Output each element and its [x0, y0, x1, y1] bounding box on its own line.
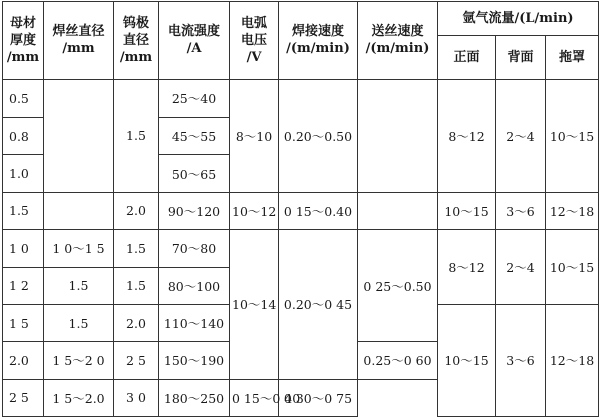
cell-wire-diameter: 1 5～2.0 — [44, 379, 114, 416]
cell-argon-back: 3～6 — [496, 304, 546, 416]
cell-thickness: 0.5 — [3, 79, 44, 117]
cell-electrode-diameter: 3 0 — [114, 379, 159, 416]
cell-argon-back: 2～4 — [496, 79, 546, 192]
cell-argon-back: 2～4 — [496, 230, 546, 305]
cell-wire-feed-empty — [358, 192, 438, 229]
cell-argon-front: 10～15 — [438, 304, 496, 416]
cell-electrode-diameter: 1.5 — [114, 267, 159, 304]
cell-argon-trailing: 10～15 — [546, 230, 599, 305]
cell-thickness: 1 2 — [3, 267, 44, 304]
welding-parameter-table — [2, 1, 599, 417]
cell-electrode-diameter: 2 5 — [114, 342, 159, 379]
cell-argon-trailing: 12～18 — [546, 304, 599, 416]
cell-welding-speed: 0 15～0 40 — [230, 379, 279, 416]
header-wire-feed-speed: 送丝速度 /(m/min) — [358, 2, 438, 80]
cell-wire-diameter: 1 0～1 5 — [44, 230, 114, 267]
header-electrode-diameter: 钨极 直径 /mm — [114, 2, 159, 80]
cell-current: 70～80 — [159, 230, 230, 267]
cell-argon-front: 8～12 — [438, 230, 496, 305]
cell-current: 45～55 — [159, 118, 230, 155]
cell-thickness: 1.0 — [3, 155, 44, 192]
cell-argon-front: 10～15 — [438, 192, 496, 229]
cell-thickness: 1 0 — [3, 230, 44, 267]
cell-current: 50～65 — [159, 155, 230, 192]
cell-wire-diameter: 1.5 — [44, 267, 114, 304]
cell-current: 25～40 — [159, 79, 230, 117]
cell-electrode-diameter: 2.0 — [114, 304, 159, 341]
cell-current: 90～120 — [159, 192, 230, 229]
cell-wire-diameter: 1.5 — [44, 304, 114, 341]
header-argon-back: 背面 — [496, 36, 546, 79]
cell-arc-voltage: 8～10 — [230, 79, 279, 192]
header-welding-speed: 焊接速度 /(m/min) — [279, 2, 358, 80]
header-thickness: 母材 厚度 /mm — [3, 2, 44, 80]
cell-electrode-diameter: 1.5 — [114, 79, 159, 192]
cell-argon-back: 3～6 — [496, 192, 546, 229]
cell-current: 110～140 — [159, 304, 230, 341]
header-argon-trailing: 拖罩 — [546, 36, 599, 79]
cell-welding-speed: 0.20～0.50 — [279, 79, 358, 192]
cell-wire-diameter-empty — [44, 192, 114, 229]
cell-thickness: 0.8 — [3, 118, 44, 155]
cell-argon-trailing: 12～18 — [546, 192, 599, 229]
cell-arc-voltage: 10～12 — [230, 192, 279, 229]
cell-current: 80～100 — [159, 267, 230, 304]
header-current: 电流强度 /A — [159, 2, 230, 80]
cell-wire-feed-empty — [358, 79, 438, 192]
header-argon-front: 正面 — [438, 36, 496, 79]
header-wire-diameter: 焊丝直径 /mm — [44, 2, 114, 80]
cell-wire-feed-speed: 0.25～0 60 — [358, 342, 438, 379]
cell-wire-feed-speed: 0 30～0 75 — [279, 379, 358, 416]
cell-argon-trailing: 10～15 — [546, 79, 599, 192]
header-arc-voltage: 电弧 电压 /V — [230, 2, 279, 80]
cell-wire-diameter-empty — [44, 79, 114, 192]
cell-current: 150～190 — [159, 342, 230, 379]
cell-current: 180～250 — [159, 379, 230, 416]
cell-argon-front: 8～12 — [438, 79, 496, 192]
cell-welding-speed: 0 15～0.40 — [279, 192, 358, 229]
cell-arc-voltage: 10～14 — [230, 230, 279, 379]
cell-wire-feed-speed: 0 25～0.50 — [358, 230, 438, 342]
cell-electrode-diameter: 2.0 — [114, 192, 159, 229]
cell-thickness: 1.5 — [3, 192, 44, 229]
cell-wire-diameter: 1 5～2 0 — [44, 342, 114, 379]
cell-electrode-diameter: 1.5 — [114, 230, 159, 267]
cell-thickness: 1 5 — [3, 304, 44, 341]
header-argon-flow: 氩气流量/(L/min) — [438, 2, 599, 36]
cell-welding-speed: 0.20～0 45 — [279, 230, 358, 379]
cell-thickness: 2.0 — [3, 342, 44, 379]
cell-thickness: 2 5 — [3, 379, 44, 416]
